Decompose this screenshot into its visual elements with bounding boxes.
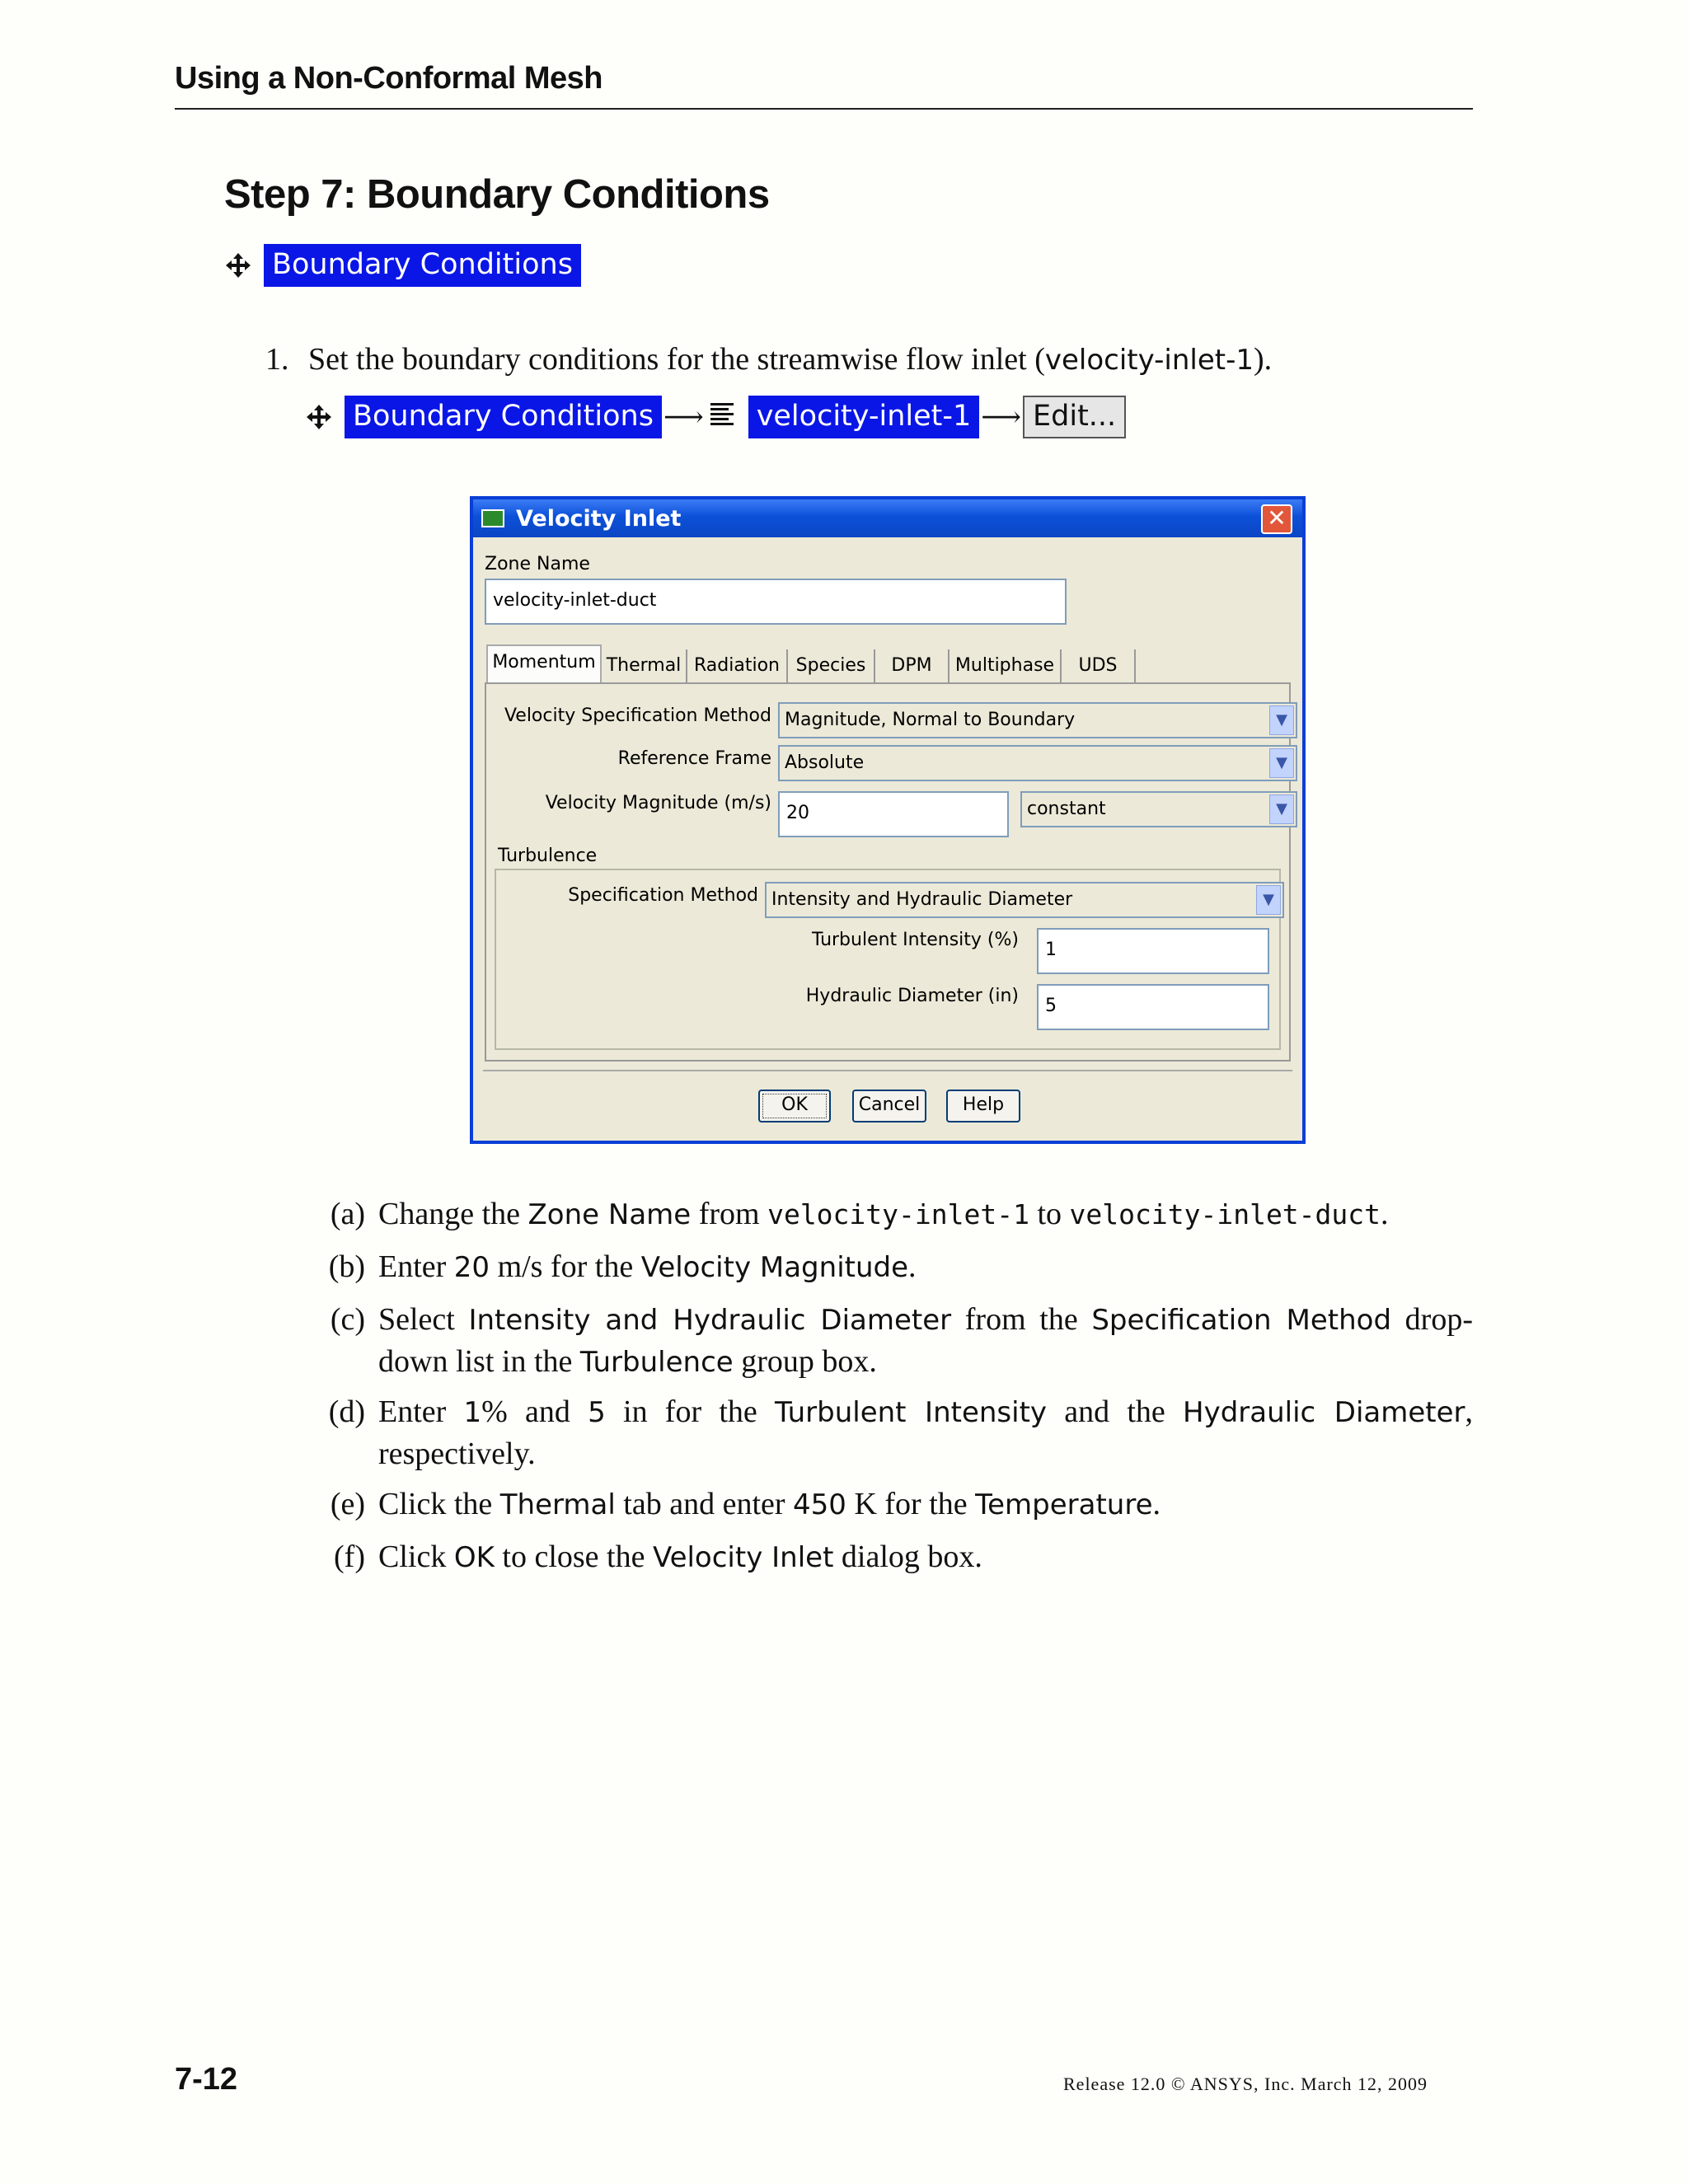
tab-dpm[interactable]: DPM <box>875 649 950 682</box>
nav-path-1 <box>224 244 581 287</box>
spec-method-select[interactable] <box>765 882 1284 918</box>
step-item-1 <box>265 341 1272 377</box>
velocity-inlet-dialog <box>470 496 1306 1144</box>
chevron-down-icon[interactable]: ▼ <box>1269 794 1294 824</box>
nav-boundary-conditions-2[interactable]: Boundary Conditions <box>345 396 662 438</box>
page-number: 7-12 <box>175 2062 238 2097</box>
turbulence-label: Turbulence <box>498 846 598 866</box>
velocity-magnitude-input[interactable]: 20 <box>778 791 1009 837</box>
item-number: 1. <box>265 342 289 377</box>
header-rule <box>175 108 1473 110</box>
help-button[interactable]: Help <box>946 1090 1020 1122</box>
chevron-down-icon[interactable]: ▼ <box>1269 705 1294 735</box>
turb-intensity-label: Turbulent Intensity (%) <box>811 930 1019 950</box>
substep-text: Click OK to close the Velocity Inlet dialog box. <box>378 1540 982 1574</box>
substep-text: Click the Thermal tab and enter 450 K for the Temperature. <box>378 1487 1160 1521</box>
substep-marker: (a) <box>330 1197 365 1231</box>
tab-momentum[interactable]: Momentum <box>486 644 602 684</box>
velocity-profile-value: constant <box>1027 799 1106 819</box>
item-text: Set the boundary conditions for the streamwise flow inlet ( <box>308 342 1045 377</box>
velocity-profile-select[interactable] <box>1020 791 1297 827</box>
turb-intensity-input[interactable]: 1 <box>1037 928 1269 974</box>
tab-thermal[interactable]: Thermal <box>602 649 687 682</box>
spec-method-value: Intensity and Hydraulic Diameter <box>771 889 1073 910</box>
reference-frame-value: Absolute <box>785 752 865 773</box>
nav-arrow-2: ⟶ <box>981 400 1022 434</box>
spec-method-label: Specification Method <box>568 885 758 906</box>
substep-text: Enter 1% and 5 in for the Turbulent Intensity and the Hydraulic Diameter, respectively. <box>378 1394 1473 1471</box>
release-note: Release 12.0 © ANSYS, Inc. March 12, 2009 <box>1063 2074 1428 2094</box>
nav-velocity-inlet-1[interactable]: velocity-inlet-1 <box>748 396 980 438</box>
substep-marker: (e) <box>330 1487 365 1521</box>
velocity-spec-select[interactable] <box>778 702 1297 738</box>
reference-frame-label: Reference Frame <box>617 748 771 769</box>
app-icon <box>481 509 504 527</box>
zone-name-label: Zone Name <box>485 554 590 574</box>
chevron-down-icon[interactable]: ▼ <box>1256 885 1281 915</box>
substep-marker: (b) <box>328 1249 365 1284</box>
tab-species[interactable]: Species <box>788 649 875 682</box>
ok-button[interactable]: OK <box>758 1090 831 1122</box>
close-icon[interactable]: ✕ <box>1261 504 1292 534</box>
item-text-end: ). <box>1254 342 1273 377</box>
zone-name-ref: velocity-inlet-1 <box>1044 344 1254 377</box>
velocity-spec-value: Magnitude, Normal to Boundary <box>785 710 1076 730</box>
dialog-title: Velocity Inlet <box>516 506 682 532</box>
move-arrows-icon <box>224 251 252 279</box>
substep-marker: (d) <box>328 1394 365 1429</box>
move-arrows-icon <box>305 403 333 431</box>
running-header: Using a Non-Conformal Mesh <box>175 61 603 96</box>
zone-name-input[interactable]: velocity-inlet-duct <box>485 579 1067 625</box>
chevron-down-icon[interactable]: ▼ <box>1269 748 1294 778</box>
hyd-diameter-input[interactable]: 5 <box>1037 984 1269 1030</box>
substep-text: Change the Zone Name from velocity-inlet-1 to velocity-inlet-duct. <box>378 1197 1389 1231</box>
step-title: Step 7: Boundary Conditions <box>224 172 770 217</box>
edit-button[interactable]: Edit... <box>1023 396 1126 438</box>
tab-uds[interactable]: UDS <box>1062 649 1136 682</box>
button-divider <box>483 1070 1292 1071</box>
velocity-magnitude-label: Velocity Magnitude (m/s) <box>545 793 771 813</box>
cancel-button[interactable]: Cancel <box>852 1090 926 1122</box>
dialog-titlebar <box>473 499 1302 537</box>
substep-text: Select Intensity and Hydraulic Diameter from the Specification Method drop-down list in the Turbulence group box. <box>378 1302 1473 1379</box>
tab-multiphase[interactable]: Multiphase <box>950 649 1062 682</box>
substep-marker: (c) <box>330 1302 365 1337</box>
nav-boundary-conditions[interactable]: Boundary Conditions <box>264 244 581 287</box>
substep-text: Enter 20 m/s for the Velocity Magnitude. <box>378 1249 917 1284</box>
reference-frame-select[interactable] <box>778 745 1297 781</box>
tab-radiation[interactable]: Radiation <box>687 649 788 682</box>
hyd-diameter-label: Hydraulic Diameter (in) <box>805 986 1019 1006</box>
list-icon <box>709 401 737 429</box>
nav-path-2 <box>305 396 1126 438</box>
substep-marker: (f) <box>334 1540 365 1574</box>
nav-arrow: ⟶ <box>663 400 704 434</box>
velocity-spec-label: Velocity Specification Method <box>504 705 771 726</box>
